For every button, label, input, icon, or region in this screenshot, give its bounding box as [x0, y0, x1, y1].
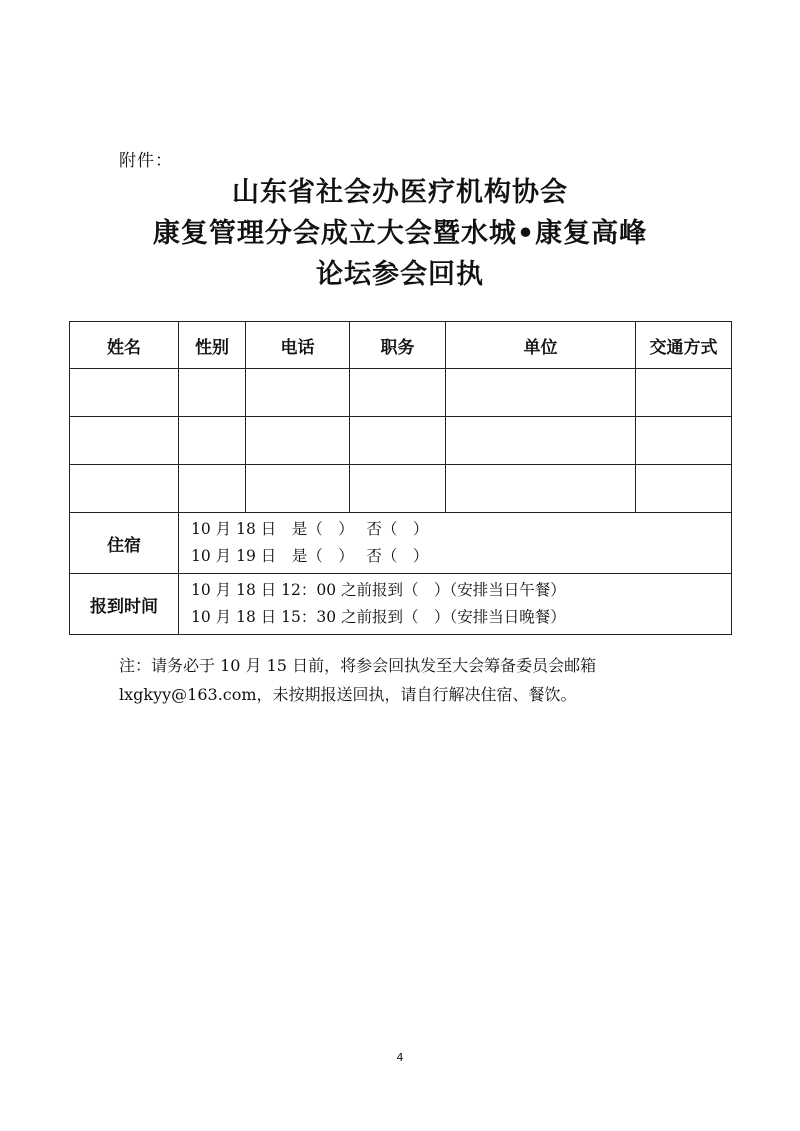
- note-line-1: 注：请务必于 10 月 15 日前，将参会回执发至大会筹备委员会邮箱: [119, 656, 597, 675]
- position-cell[interactable]: [350, 369, 446, 417]
- phone-cell[interactable]: [246, 417, 350, 465]
- table-row: [70, 417, 732, 465]
- lodging-options: [179, 513, 732, 574]
- page-number: 4: [396, 1051, 404, 1064]
- transport-cell[interactable]: [636, 417, 732, 465]
- phone-cell[interactable]: [246, 465, 350, 513]
- gender-cell[interactable]: [179, 417, 246, 465]
- header-name: 姓名: [70, 322, 179, 369]
- transport-cell[interactable]: [636, 465, 732, 513]
- table-row: [70, 369, 732, 417]
- header-position: 职务: [350, 322, 446, 369]
- title-line-1: 山东省社会办医疗机构协会: [232, 177, 568, 208]
- checkin-row: [70, 574, 732, 635]
- header-phone: 电话: [246, 322, 350, 369]
- table-row: [70, 465, 732, 513]
- title-line-3: 论坛参会回执: [316, 259, 484, 290]
- header-transport: 交通方式: [636, 322, 732, 369]
- phone-cell[interactable]: [246, 369, 350, 417]
- lodging-option-oct18[interactable]: 10 月 18 日 是（ ） 否（ ）: [191, 520, 429, 538]
- checkin-label: 报到时间: [70, 574, 179, 635]
- header-organization: 单位: [446, 322, 636, 369]
- gender-cell[interactable]: [179, 465, 246, 513]
- lodging-option-oct19[interactable]: 10 月 19 日 是（ ） 否（ ）: [191, 547, 429, 565]
- note: [119, 651, 596, 709]
- position-cell[interactable]: [350, 465, 446, 513]
- lodging-row: [70, 513, 732, 574]
- lodging-label: 住宿: [70, 513, 179, 574]
- name-cell[interactable]: [70, 369, 179, 417]
- header-gender: 性别: [179, 322, 246, 369]
- note-line-2: lxgkyy@163.com，未按期报送回执，请自行解决住宿、餐饮。: [119, 685, 577, 704]
- header-row: [70, 322, 732, 369]
- attachment-label: 附件：: [119, 151, 173, 171]
- name-cell[interactable]: [70, 465, 179, 513]
- checkin-option-lunch[interactable]: 10 月 18 日 12：00 之前报到（ ）（安排当日午餐）: [191, 581, 566, 599]
- position-cell[interactable]: [350, 417, 446, 465]
- title-line-2: 康复管理分会成立大会暨水城•康复高峰: [152, 218, 648, 249]
- checkin-options: [179, 574, 732, 635]
- checkin-option-dinner[interactable]: 10 月 18 日 15：30 之前报到（ ）（安排当日晚餐）: [191, 608, 566, 626]
- organization-cell[interactable]: [446, 369, 636, 417]
- gender-cell[interactable]: [179, 369, 246, 417]
- organization-cell[interactable]: [446, 417, 636, 465]
- registration-form-table: [69, 321, 732, 635]
- name-cell[interactable]: [70, 417, 179, 465]
- organization-cell[interactable]: [446, 465, 636, 513]
- transport-cell[interactable]: [636, 369, 732, 417]
